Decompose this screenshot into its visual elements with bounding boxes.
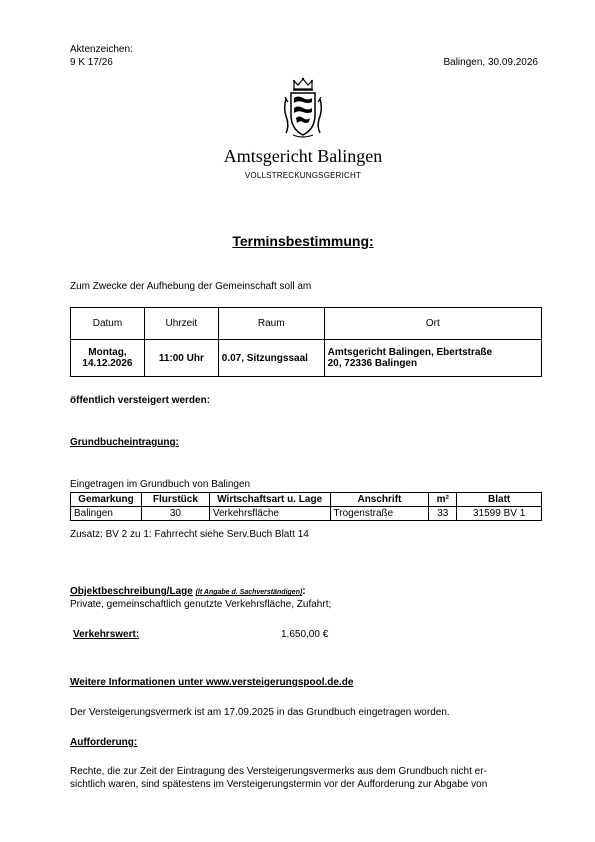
gb-header-qm: m² (429, 493, 457, 507)
termin-datum (71, 340, 145, 377)
termin-header-uhrzeit: Uhrzeit (144, 308, 218, 340)
termin-uhrzeit: 11:00 Uhr (144, 340, 218, 377)
court-name: Amtsgericht Balingen (223, 146, 383, 166)
objekt-heading (70, 585, 306, 599)
termin-datum-day: Montag, (88, 347, 127, 358)
grundbuch-intro: Eingetragen im Grundbuch von Balingen (70, 479, 251, 490)
termin-ort-line1: Amtsgericht Balingen, Ebertstraße (327, 347, 493, 358)
termin-header-datum: Datum (71, 308, 145, 340)
grundbuch-zusatz: Zusatz: BV 2 zu 1: Fahrrecht siehe Serv.Buch Blatt 14 (70, 529, 309, 540)
termin-table (70, 307, 542, 377)
aufforderung-heading: Aufforderung: (70, 737, 138, 748)
info-link[interactable]: Weitere Informationen unter www.versteigerungspool.de.de (70, 677, 354, 688)
aktenzeichen-value: 9 K 17/26 (70, 57, 113, 68)
termin-ort (324, 340, 541, 377)
place-date: Balingen, 30.09.2026 (443, 57, 538, 68)
objekt-heading-colon: : (302, 586, 306, 597)
verkehrswert-value: 1.650,00 € (281, 629, 329, 640)
grundbuch-row (71, 507, 542, 521)
aufforderung-text (70, 765, 540, 791)
gb-header-wirtschaftsart: Wirtschaftsart u. Lage (209, 493, 330, 507)
coat-of-arms-icon (283, 77, 323, 139)
grundbuch-heading: Grundbucheintragung: (70, 437, 179, 448)
document-title: Terminsbestimmung: (232, 233, 374, 249)
objekt-heading-note: (lt Angabe d. Sachverständigen) (195, 589, 303, 596)
gb-header-anschrift: Anschrift (330, 493, 429, 507)
aktenzeichen-block (70, 43, 133, 69)
grundbuch-table (70, 492, 542, 521)
intro-text: Zum Zwecke der Aufhebung der Gemeinschaft soll am (70, 281, 312, 292)
gb-header-flurstueck: Flurstück (141, 493, 209, 507)
aktenzeichen-label: Aktenzeichen: (70, 44, 133, 55)
termin-header-raum: Raum (218, 308, 324, 340)
termin-header-ort: Ort (324, 308, 541, 340)
gb-wirtschaftsart: Verkehrsfläche (209, 507, 330, 521)
verkehrswert-label: Verkehrswert: (73, 629, 140, 640)
court-subtitle: VOLLSTRECKUNGSGERICHT (244, 171, 362, 180)
gb-flurstueck: 30 (141, 507, 209, 521)
gb-header-blatt: Blatt (457, 493, 542, 507)
public-auction-line: öffentlich versteigert werden: (70, 395, 211, 406)
objekt-text: Private, gemeinschaftlich genutzte Verkehrsfläche, Zufahrt; (70, 599, 332, 610)
vermerk-text: Der Versteigerungsvermerk ist am 17.09.2025 in das Grundbuch eingetragen worden. (70, 707, 450, 718)
grundbuch-header-row (71, 493, 542, 507)
termin-raum: 0.07, Sitzungssaal (218, 340, 324, 377)
termin-header-row (71, 308, 542, 340)
termin-ort-line2: 20, 72336 Balingen (327, 358, 418, 369)
gb-gemarkung: Balingen (71, 507, 142, 521)
aufforderung-line2: sichtlich waren, sind spätestens im Versteigerungstermin vor der Aufforderung zur Abgabe von (70, 779, 488, 790)
gb-header-gemarkung: Gemarkung (71, 493, 142, 507)
termin-datum-date: 14.12.2026 (82, 358, 133, 369)
objekt-heading-label: Objektbeschreibung/Lage (70, 586, 193, 597)
gb-blatt: 31599 BV 1 (457, 507, 542, 521)
termin-row (71, 340, 542, 377)
aufforderung-line1: Rechte, die zur Zeit der Eintragung des Versteigerungsvermerks aus dem Grundbuch nicht er- (70, 766, 487, 777)
gb-anschrift: Trogenstraße (330, 507, 429, 521)
gb-qm: 33 (429, 507, 457, 521)
